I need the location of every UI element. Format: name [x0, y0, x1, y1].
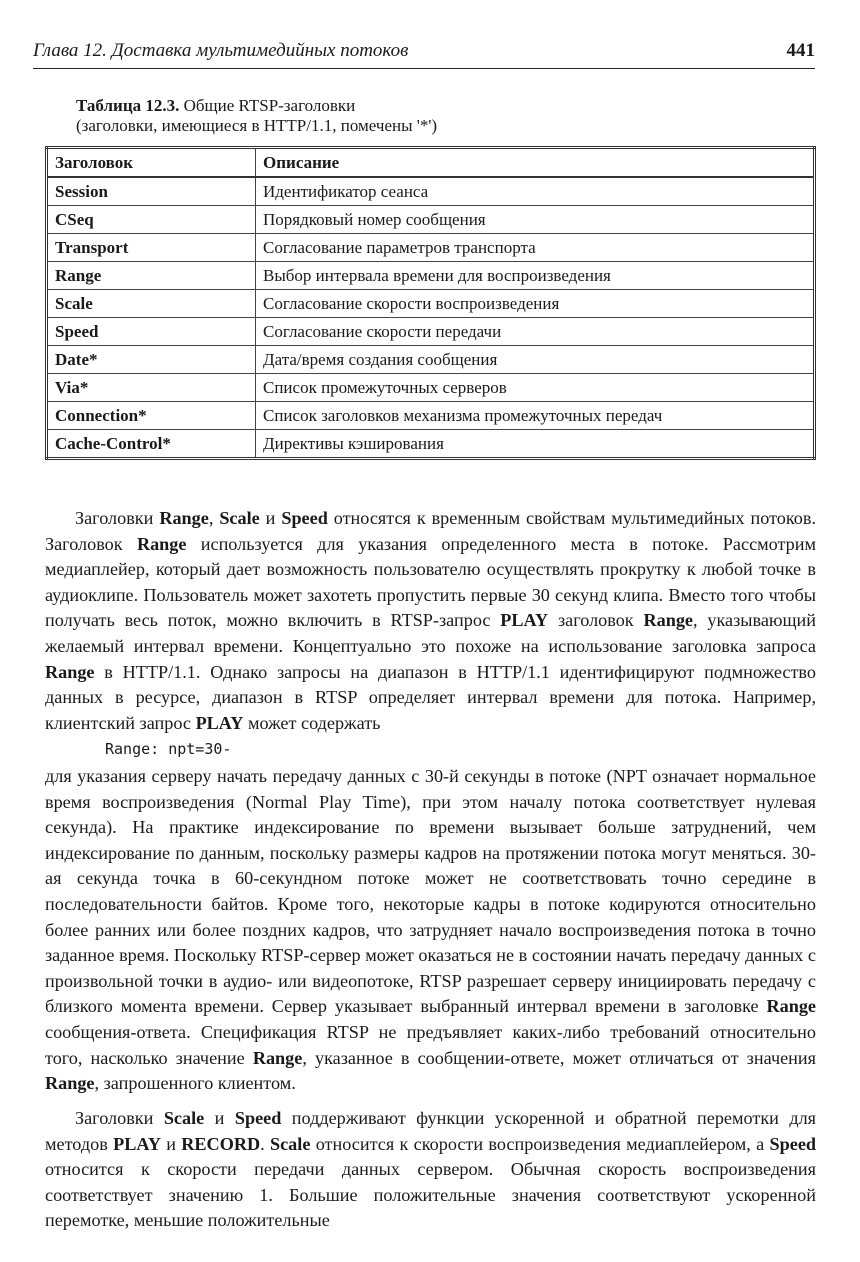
bold-term: Range — [159, 508, 209, 528]
rtsp-headers-table — [45, 146, 816, 460]
column-header-description: Описание — [256, 148, 815, 178]
paragraph-text: для указания серверу начать передачу данных с 30-й секунды в потоке (NPT означает нормальное время воспроизведения (Normal Play Time), при этом началу потока соответствует нулевая секунда). На практике индексирование по времени вызывает больше затруднений, чем индексирование по данным, поскольку размеры кадров на протяжении потока могут меняться. 30-ая секунда точка в 60-секундном потоке может не соответствовать точно середине в последовательности байтов. Кроме того, некоторые кадры в потоке кодируются относительно более ранних или более поздних кадров, что затрудняет начало воспроизведения потока в точно заданное время. Поскольку RTSP-сервер может оказаться не в состоянии начать передачу данных с произвольной точки в аудио- или видеопотоке, RTSP разрешает серверу инициировать передачу с близкого момента времени. Сервер указывает выбранный интервал времени в заголовке Range сообщения-ответа. Спецификация RTSP не предъявляет каких-либо требований относительно того, насколько значение Range, указанное в сообщении-ответе, может отличаться от значения Range, запрошенного клиентом. — [45, 766, 816, 1094]
header-name-cell: Session — [47, 177, 256, 206]
header-name-cell: Scale — [47, 290, 256, 318]
page-header — [33, 38, 815, 69]
table-caption-title: Общие RTSP-заголовки — [179, 96, 356, 115]
bold-term: Range — [45, 661, 95, 682]
table-row — [47, 318, 815, 346]
paragraph-text: Заголовки Range, Scale и Speed относятся к временным свойствам мультимедийных потоков. Заголовок Range используется для указания определенного места в потоке. Рассмотрим медиаплейер, который дает возможность пользователю осуществлять прокрутку к любой точке в аудиоклипе. Пользователь может захотеть пропустить первые 30 секунд клипа. Вместо того чтобы получать весь поток, можно включить в RTSP-запрос PLAY заголовок Range, указывающий желаемый интервал времени. Концептуально это похоже на использование заголовка запроса Range в HTTP/1.1. Однако запросы на диапазон в HTTP/1.1 идентифицируют подмножество данных в ресурсе, диапазон в RTSP определяет интервал времени для потока. Например, клиентский запрос PLAY может содержать — [45, 508, 817, 733]
paragraph-text: Заголовки Scale и Speed поддерживают функции ускоренной и обратной перемотки для методов PLAY и RECORD. Scale относится к скорости воспроизведения медиаплейером, а Speed относится к скорости передачи данных сервером. Обычная скорость воспроизведения соответствует значению 1. Большие положительные значения соответствуют ускоренной перемотке, меньшие положительные — [45, 1108, 817, 1231]
table-row — [47, 262, 815, 290]
header-name-cell: Connection* — [47, 402, 256, 430]
table-caption — [76, 96, 437, 136]
running-head-chapter: Глава 12. Доставка мультимедийных потоков — [33, 40, 409, 61]
paragraph-range-intro — [45, 506, 816, 736]
code-sample: Range: npt=30- — [105, 740, 232, 758]
header-description-cell: Порядковый номер сообщения — [256, 206, 815, 234]
header-description-cell: Дата/время создания сообщения — [256, 346, 815, 374]
bold-term: Speed — [769, 1133, 817, 1154]
bold-term: PLAY — [195, 712, 244, 733]
table-caption-subtitle: (заголовки, имеющиеся в HTTP/1.1, помечены '*') — [76, 116, 438, 135]
bold-term: Range — [136, 533, 187, 554]
bold-term: RECORD — [181, 1133, 261, 1154]
bold-term: Speed — [281, 508, 328, 528]
table-header-row — [47, 148, 815, 178]
header-name-cell: Transport — [47, 234, 256, 262]
bold-term: Range — [643, 610, 693, 631]
table-row — [47, 346, 815, 374]
header-name-cell: Range — [47, 262, 256, 290]
table-row — [47, 374, 815, 402]
bold-term: PLAY — [113, 1133, 161, 1154]
table-row — [47, 290, 815, 318]
header-description-cell: Согласование скорости передачи — [256, 318, 815, 346]
header-description-cell: Директивы кэширования — [256, 430, 815, 459]
header-description-cell: Идентификатор сеанса — [256, 177, 815, 206]
table-caption-label: Таблица 12.3. — [76, 96, 180, 115]
header-description-cell: Согласование скорости воспроизведения — [256, 290, 815, 318]
paragraph-scale-speed — [45, 1106, 816, 1234]
header-description-cell: Список заголовков механизма промежуточных передач — [256, 402, 815, 430]
header-name-cell: CSeq — [47, 206, 256, 234]
bold-term: Scale — [269, 1133, 311, 1154]
bold-term: Scale — [219, 508, 260, 528]
table-row — [47, 402, 815, 430]
bold-term: PLAY — [500, 610, 549, 631]
column-header-name: Заголовок — [47, 148, 256, 178]
table-row — [47, 177, 815, 206]
header-description-cell: Список промежуточных серверов — [256, 374, 815, 402]
header-name-cell: Via* — [47, 374, 256, 402]
table-row — [47, 430, 815, 459]
page-number: 441 — [786, 40, 815, 61]
header-name-cell: Cache-Control* — [47, 430, 256, 459]
bold-term: Speed — [234, 1108, 282, 1128]
bold-term: Range — [766, 996, 816, 1017]
bold-term: Range — [252, 1047, 303, 1068]
header-description-cell: Выбор интервала времени для воспроизведения — [256, 262, 815, 290]
paragraph-npt-details — [45, 764, 816, 1097]
table-row — [47, 206, 815, 234]
header-name-cell: Date* — [47, 346, 256, 374]
header-name-cell: Speed — [47, 318, 256, 346]
table-row — [47, 234, 815, 262]
bold-term: Range — [45, 1073, 95, 1094]
bold-term: Scale — [163, 1108, 205, 1128]
header-description-cell: Согласование параметров транспорта — [256, 234, 815, 262]
